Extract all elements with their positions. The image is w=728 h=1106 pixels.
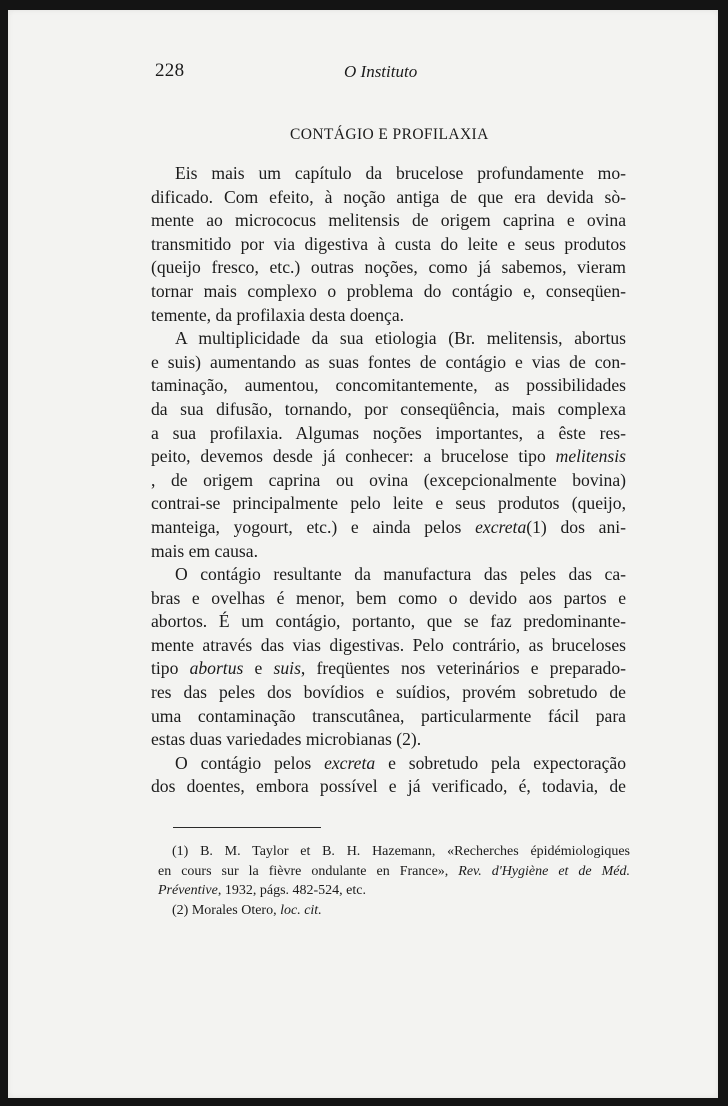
text-run: e sobretudo pela expectoração	[375, 752, 626, 773]
text-run: en cours sur la fièvre ondulante en France»,	[158, 863, 459, 879]
italic-citation: Préventive	[158, 883, 218, 899]
text-run: tipo	[151, 658, 190, 679]
text-run: , 1932, págs. 482-524, etc.	[217, 883, 367, 899]
text-line: Eis mais um capítulo da brucelose profundamente mo-	[175, 163, 626, 183]
text-run: Morales Otero,	[188, 902, 281, 918]
text-line: mente ao micrococus melitensis de origem caprina e ovina	[151, 210, 626, 231]
italic-term: excreta	[475, 516, 527, 537]
footnotes	[158, 842, 630, 920]
footnote-line	[158, 881, 630, 901]
text-line: temente, da profilaxia desta doença.	[151, 304, 405, 325]
text-run: peito, devemos desde já conhecer: a brucelose tipo	[151, 446, 556, 467]
text-line: abortos. É um contágio, portanto, que se faz predominante-	[151, 611, 626, 632]
footnote-ref: (1)	[526, 516, 547, 537]
italic-term: melitensis	[555, 446, 626, 467]
text-run: , freqüentes nos veterinários e preparado-	[300, 658, 626, 679]
text-line: A multiplicidade da sua etiologia (Br. melitensis, abortus	[175, 328, 626, 349]
text-line	[151, 752, 626, 776]
text-run: .	[416, 729, 422, 750]
footnote-marker: (2)	[172, 902, 189, 918]
text-line: res das peles dos bovídios e suídios, provém sobretudo de	[151, 682, 626, 703]
text-line: mais em causa.	[151, 540, 258, 561]
footnote-divider	[173, 827, 321, 828]
page-number: 228	[155, 60, 185, 81]
text-line: tornar mais complexo o problema do contágio e, conseqüen-	[151, 280, 626, 301]
italic-term: abortus	[189, 658, 244, 679]
italic-term: suis	[273, 658, 301, 679]
footnote-marker: (1)	[172, 844, 189, 859]
footnote-ref: (2)	[396, 729, 417, 750]
text-run: O contágio pelos	[175, 752, 325, 773]
text-line: contrai-se principalmente pelo leite e seus produtos (queijo,	[151, 493, 626, 514]
footnote-line	[158, 901, 630, 921]
text-run: dos ani-	[546, 516, 626, 537]
text-line	[151, 516, 626, 540]
book-page	[8, 10, 718, 1098]
text-line: transmitido por via digestiva à custa do leite e seus produtos	[151, 233, 626, 254]
text-run: B. M. Taylor et B. H. Hazemann, «Recherches épidémiologiques	[188, 844, 630, 859]
section-title: CONTÁGIO E PROFILAXIA	[290, 126, 489, 143]
italic-term: excreta	[324, 752, 376, 773]
text-line: (queijo fresco, etc.) outras noções, como já sabemos, vieram	[151, 257, 626, 278]
text-line: dos doentes, embora possível e já verificado, é, todavia, de	[151, 776, 626, 797]
text-run: manteiga, yogourt, etc.) e ainda pelos	[151, 516, 476, 537]
text-line: O contágio resultante da manufactura das peles das ca-	[175, 564, 626, 585]
text-line: e suis) aumentando as suas fontes de contágio e vias de con-	[151, 351, 626, 372]
text-line: bras e ovelhas é menor, bem como o devido aos partos e	[151, 587, 626, 608]
italic-citation: Rev. d'Hygiène et de Méd.	[458, 863, 630, 879]
footnote-line	[158, 842, 630, 862]
text-line: mente através das vias digestivas. Pelo contrário, as bruceloses	[151, 634, 626, 655]
running-title: O Instituto	[344, 62, 418, 81]
text-line: a sua profilaxia. Algumas noções importantes, a êste res-	[151, 422, 626, 443]
text-run: estas duas variedades microbianas	[151, 729, 397, 750]
text-line: , de origem caprina ou ovina (excepcionalmente bovina)	[151, 469, 626, 490]
text-line	[151, 657, 626, 681]
text-run: e	[243, 658, 274, 679]
text-line: dificado. Com efeito, à noção antiga de que era devida sò-	[151, 186, 626, 207]
footnote-line	[158, 862, 630, 882]
text-line	[151, 728, 626, 752]
text-line: da sua difusão, tornando, por conseqüência, mais complexa	[151, 398, 626, 419]
text-line: uma contaminação transcutânea, particularmente fácil para	[151, 705, 626, 726]
body-text	[151, 162, 626, 799]
italic-citation: loc. cit.	[280, 902, 322, 918]
text-line	[151, 445, 626, 469]
text-line: taminação, aumentou, concomitantemente, as possibilidades	[151, 375, 626, 396]
